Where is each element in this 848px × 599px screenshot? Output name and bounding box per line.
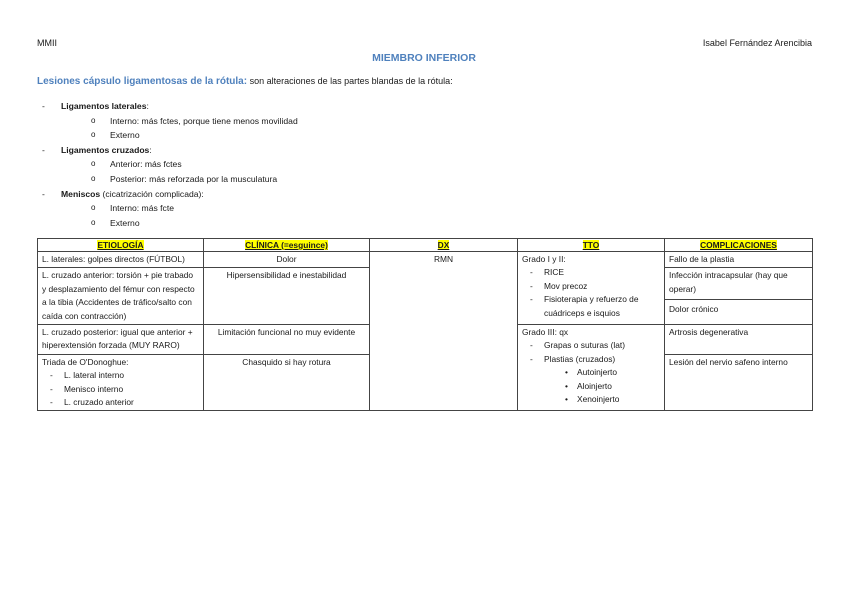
table-cell: Lesión del nervio safeno interno: [665, 354, 813, 411]
table-cell-dx: RMN: [370, 252, 518, 411]
list-subitem: o Anterior: más fctes: [91, 159, 182, 170]
header-tto: TTO: [518, 239, 665, 252]
list-subitem: o Externo: [91, 130, 140, 141]
table-cell-tto-grado3: Grado III: qx - Grapas o suturas (lat) - Plastias (cruzados) • Autoinjerto • Aloinjerto • Xenoinjerto: [518, 325, 665, 411]
table-cell: L. cruzado anterior: torsión + pie trabado y desplazamiento del fémur con respecto a la tibia (Accidentes de tráfico/salto con caída con contracción): [38, 268, 204, 325]
lesion-list: [37, 99, 298, 230]
table-cell-tto-grado1: Grado I y II: - RICE - Mov precoz - Fisioterapia y refuerzo de cuádriceps e isquios: [518, 252, 665, 325]
intro-text: son alteraciones de las partes blandas de la rótula:: [247, 76, 453, 86]
table-row: [38, 252, 813, 268]
table-cell: Chasquido si hay rotura: [204, 354, 370, 411]
list-item: - Ligamentos laterales:: [42, 101, 149, 111]
header-complicaciones: COMPLICACIONES: [665, 239, 813, 252]
intro-paragraph: [37, 76, 453, 87]
list-item-label: Meniscos: [61, 188, 101, 199]
header-etiologia: ETIOLOGÍA: [38, 239, 204, 252]
list-subitem: o Interno: más fctes, porque tiene menos movilidad: [91, 115, 298, 126]
list-subitem: o Posterior: más reforzada por la musculatura: [91, 173, 278, 184]
list-item: - Meniscos (cicatrización complicada):: [42, 188, 204, 199]
header-right: Isabel Fernández Arencibia: [702, 38, 812, 48]
intro-heading: Lesiones cápsulo ligamentosas de la rótula:: [37, 76, 248, 87]
table-cell: Triada de O'Donoghue: - L. lateral interno - Menisco interno - L. cruzado anterior: [38, 354, 204, 411]
table-cell: Fallo de la plastia: [665, 252, 813, 268]
list-item: - Ligamentos cruzados:: [42, 144, 152, 155]
table-cell: Infección intracapsular (hay que operar) Dolor crónico: [665, 268, 813, 325]
header-clinica: CLÍNICA (=esguince): [204, 239, 370, 252]
list-item-label: Ligamentos cruzados: [61, 144, 150, 155]
header-dx: DX: [370, 239, 518, 252]
table-cell: L. laterales: golpes directos (FÚTBOL): [38, 252, 204, 268]
table-cell: Artrosis degenerativa: [665, 325, 813, 355]
list-item-label: Ligamentos laterales: [61, 101, 147, 111]
table-cell: L. cruzado posterior: igual que anterior + hiperextensión forzada (MUY RARO): [38, 325, 204, 355]
table-header-row: [38, 239, 813, 252]
list-subitem: o Interno: más fcte: [91, 203, 175, 214]
table-cell: Dolor: [204, 252, 370, 268]
table-cell: Limitación funcional no muy evidente: [204, 325, 370, 355]
table-cell: Hipersensibilidad e inestabilidad: [204, 268, 370, 325]
header-left: MMII: [37, 38, 57, 48]
lesion-table: [37, 238, 813, 411]
page-title: MIEMBRO INFERIOR: [372, 52, 476, 64]
list-subitem: o Externo: [91, 217, 140, 228]
